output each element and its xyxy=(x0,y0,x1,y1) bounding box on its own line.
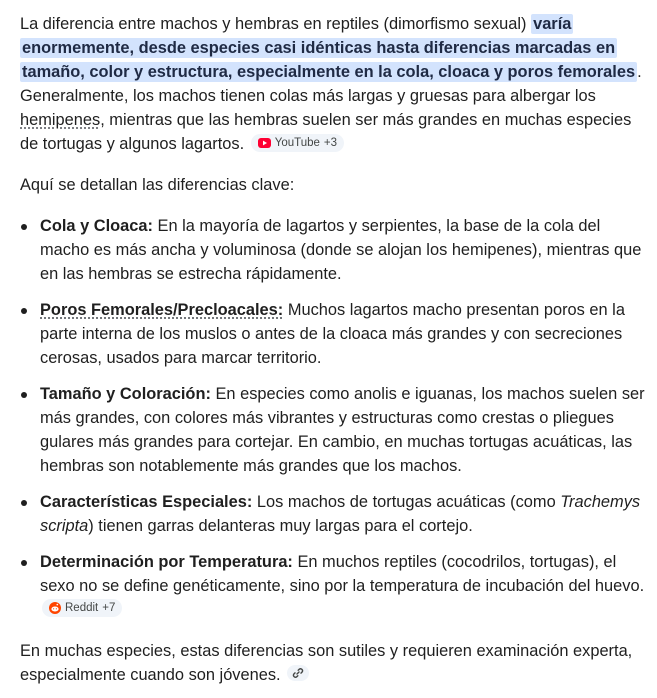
link-icon xyxy=(292,667,304,679)
intro-paragraph xyxy=(20,12,647,156)
intro-text: La diferencia entre machos y hembras en reptiles (dimorfismo sexual) xyxy=(20,15,532,33)
item-title[interactable]: Poros Femorales/Precloacales: xyxy=(40,301,284,319)
item-text: En muchos reptiles (cocodrilos, tortugas), el sexo no se define genéticamente, sino por la temperatura de incubación del huevo. xyxy=(40,553,645,595)
reddit-chip-count: +7 xyxy=(102,602,116,614)
item-title: Características Especiales: xyxy=(40,493,253,511)
item-title: Determinación por Temperatura: xyxy=(40,553,293,571)
item-text-continued: ) tienen garras delanteras muy largas para el cortejo. xyxy=(88,517,473,535)
item-text: Los machos de tortugas acuáticas (como xyxy=(252,493,561,511)
species-name: Trachemys scripta xyxy=(40,493,641,535)
lead-in-text: Aquí se detallan las diferencias clave: xyxy=(20,176,295,194)
list-item xyxy=(20,490,647,538)
closing-text: En muchas especies, estas diferencias son sutiles y requieren examinación experta, especialmente cuando son jóvenes. xyxy=(20,642,633,684)
item-title: Cola y Cloaca: xyxy=(40,217,153,235)
item-text: En especies como anolis e iguanas, los machos suelen ser más grandes, con colores más vibrantes y estructuras como crestas o pliegues gulares más grandes para cortejar. En cambio, en muchas tortugas acuáticas, las hembras son notablemente más grandes que los machos. xyxy=(40,385,645,475)
youtube-source-chip[interactable] xyxy=(251,134,344,152)
youtube-icon xyxy=(258,138,271,148)
hemipenes-term[interactable]: hemipenes xyxy=(20,111,101,129)
intro-text-end: , mientras que las hembras suelen ser más grandes en muchas especies de tortugas y algunos lagartos. xyxy=(20,111,632,153)
reddit-chip-label: Reddit xyxy=(65,602,99,614)
link-chip[interactable] xyxy=(287,665,309,681)
reddit-icon xyxy=(49,602,61,614)
list-item xyxy=(20,382,647,478)
reddit-source-chip[interactable] xyxy=(42,599,122,617)
highlighted-summary: varía enormemente, desde especies casi idénticas hasta diferencias marcadas en tamaño, color y estructura, especialmente en la cola, cloaca y poros femorales xyxy=(22,15,636,81)
list-item xyxy=(20,298,647,370)
intro-text-continued: . Generalmente, los machos tienen colas más largas y gruesas para albergar los xyxy=(20,63,642,105)
list-item xyxy=(20,214,647,286)
list-item xyxy=(20,550,647,622)
youtube-chip-count: +3 xyxy=(323,137,338,149)
item-text: Muchos lagartos macho presentan poros en la parte interna de los muslos o antes de la cloaca más grandes y con secreciones cerosas, usados para marcar territorio. xyxy=(40,301,625,367)
differences-list xyxy=(20,214,647,622)
item-text: En la mayoría de lagartos y serpientes, la base de la cola del macho es más ancha y voluminosa (donde se alojan los hemipenes), mientras que en las hembras se estrecha rápidamente. xyxy=(40,217,642,283)
closing-paragraph xyxy=(20,639,647,687)
youtube-chip-label: YouTube xyxy=(274,137,320,149)
item-title: Tamaño y Coloración: xyxy=(40,385,211,403)
